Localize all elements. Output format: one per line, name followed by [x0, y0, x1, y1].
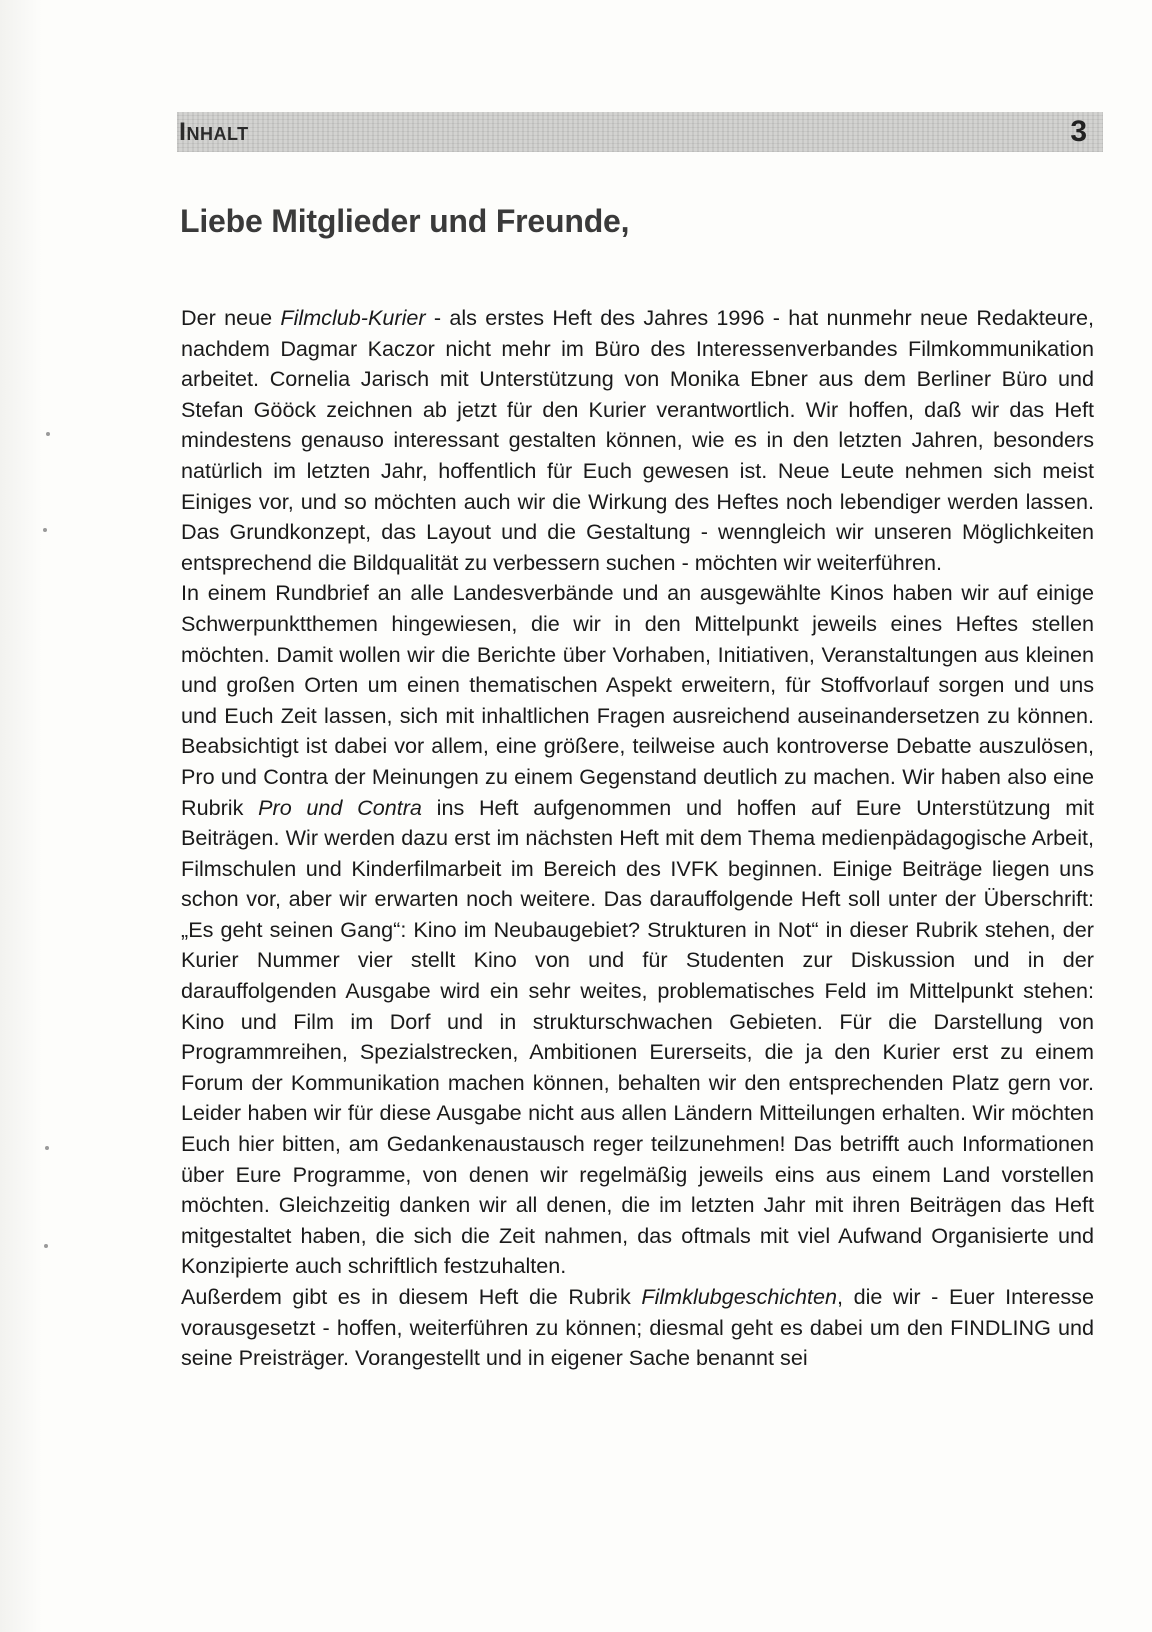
body-paragraph: [181, 1282, 1094, 1374]
text-run: In einem Rundbrief an alle Landesverbände und an ausgewählte Kinos haben wir auf einige Schwerpunktthemen hingewiesen, die wir in den Mittelpunkt jeweils eines Heftes stellen möchten. Damit wollen wir die Berichte über Vorhaben, Initiativen, Veranstaltungen aus kleinen und großen Orten um einen thematischen Aspekt erweitern, für Stoffvorlauf sorgen und uns und Euch Zeit lassen, sich mit inhaltlichen Fragen ausreichend auseinandersetzen zu können. Beabsichtigt ist dabei vor allem, eine größere, teilweise auch kontroverse Debatte auszulösen, Pro und Contra der Meinungen zu einem Gegenstand deutlich zu machen. Wir haben also eine Rubrik: [181, 580, 1094, 820]
margin-mark: [45, 1146, 49, 1150]
body-paragraph: [181, 303, 1094, 578]
article-body: [181, 303, 1094, 1374]
text-run: Der neue: [181, 305, 281, 330]
italic-term: Filmclub-Kurier: [280, 305, 426, 330]
page-header-bar: [177, 112, 1103, 152]
margin-mark: [43, 528, 47, 532]
text-run: ins Heft aufgenommen und hoffen auf Eure Unterstützung mit Beiträgen. Wir werden dazu erst im nächsten Heft mit dem Thema medienpädagogische Arbeit, Filmschulen und Kinderfilmarbeit im Bereich des IVFK beginnen. Einige Beiträge liegen uns schon vor, aber wir erwarten noch weitere. Das darauffolgende Heft soll unter der Überschrift: „Es geht seinen Gang“: Kino im Neubaugebiet? Strukturen in Not“ in dieser Rubrik stehen, der Kurier Nummer vier stellt Kino von und für Studenten zur Diskussion und in der darauffolgenden Ausgabe wird ein sehr weites, problematisches Feld im Mittelpunkt stehen: Kino und Film im Dorf und in strukturschwachen Gebieten. Für die Darstellung von Programmreihen, Spezialstrecken, Ambitionen Eurerseits, die ja den Kurier erst zu einem Forum der Kommunikation machen können, behalten wir den entsprechenden Platz gern vor. Leider haben wir für diese Ausgabe nicht aus allen Ländern Mitteilungen erhalten. Wir möchten Euch hier bitten, am Gedankenaustausch reger teilzunehmen! Das betrifft auch Informationen über Eure Programme, von denen wir regelmäßig jeweils eins aus einem Land vorstellen möchten. Gleichzeitig danken wir all denen, die im letzten Jahr mit ihren Beiträgen das Heft mitgestaltet haben, die sich die Zeit nahmen, das oftmals mit viel Aufwand Organisierte und Konzipierte auch schriftlich festzuhalten.: [181, 794, 1094, 1279]
text-run: Außerdem gibt es in diesem Heft die Rubrik: [181, 1284, 642, 1309]
body-paragraph: [181, 578, 1094, 1282]
text-run: - als erstes Heft des Jahres 1996 - hat nunmehr neue Redakteure, nachdem Dagmar Kaczor nicht mehr im Büro des Interessenverbandes Filmkommunikation arbeitet. Cornelia Jarisch mit Unterstützung von Monika Ebner aus dem Berliner Büro und Stefan Gööck zeichnen ab jetzt für den Kurier verantwortlich. Wir hoffen, daß wir das Heft mindestens genauso interessant gestalten können, wie es in den letzten Jahren, besonders natürlich im letzten Jahr, hoffentlich für Euch gewesen ist. Neue Leute nehmen sich meist Einiges vor, und so möchten auch wir die Wirkung des Heftes noch lebendiger werden lassen. Das Grundkonzept, das Layout und die Gestaltung - wenngleich wir unseren Möglichkeiten entsprechend die Bildqualität zu verbessern suchen - möchten wir weiterführen.: [181, 305, 1094, 575]
scan-margin: [0, 0, 42, 1632]
section-label: Inhalt: [179, 117, 249, 146]
page-number: 3: [1070, 115, 1087, 148]
italic-term: Pro und Contra: [258, 794, 422, 820]
italic-term: Filmklubgeschichten: [641, 1284, 838, 1309]
margin-mark: [46, 432, 50, 436]
page-title: Liebe Mitglieder und Freunde,: [180, 203, 630, 239]
text-run: , die wir - Euer Interesse vorausgesetzt - hoffen, weiterführen zu können; diesmal geht es dabei um den FINDLING und seine Preisträger. Vorangestellt und in eigener Sache benannt sei: [181, 1284, 1094, 1371]
margin-mark: [44, 1244, 48, 1248]
